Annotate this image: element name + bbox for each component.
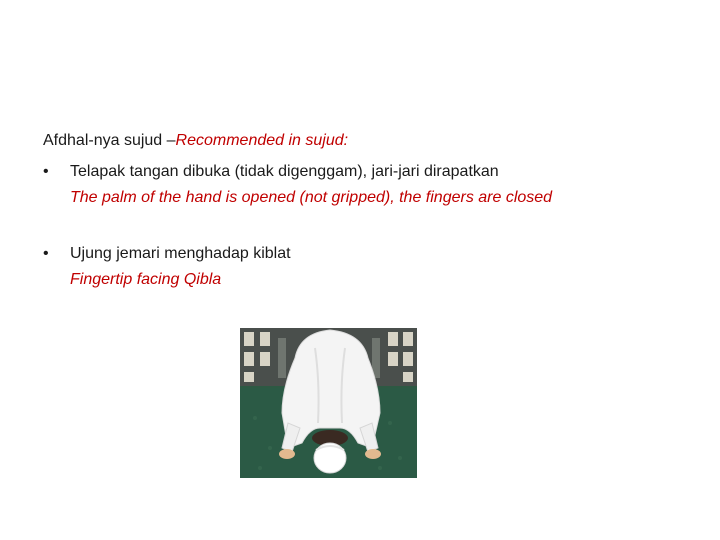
slide-heading (43, 131, 348, 151)
person-prostrating-illustration (240, 328, 417, 478)
bullet-text-indonesian: Ujung jemari menghadap kiblat (70, 245, 291, 262)
bullet-dot-icon: • (43, 245, 49, 262)
heading-english: Recommended in sujud: (175, 132, 349, 149)
bullet-text-indonesian: Telapak tangan dibuka (tidak digenggam), jari-jari dirapatkan (70, 163, 499, 180)
bullet-text-english: Fingertip facing Qibla (70, 271, 222, 288)
heading-indonesian: Afdhal-nya sujud – (43, 132, 176, 149)
bullet-text-english: The palm of the hand is opened (not gripped), the fingers are closed (70, 189, 553, 206)
sujud-photo (240, 328, 417, 478)
bullet-item-palm (43, 159, 552, 211)
bullet-dot-icon: • (43, 163, 49, 180)
bullet-item-fingertip (43, 241, 291, 293)
